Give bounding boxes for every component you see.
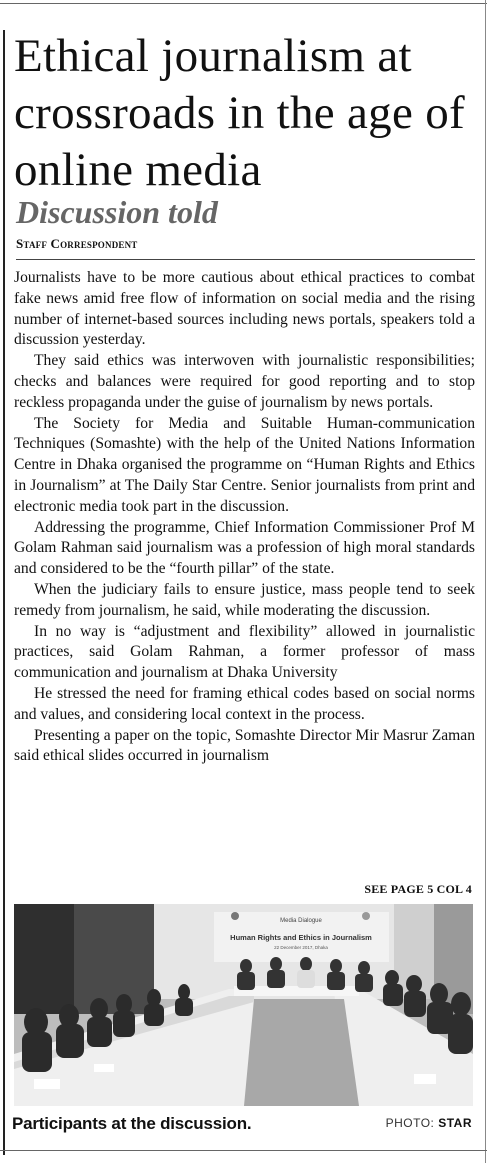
paragraph-8: Presenting a paper on the topic, Somashte Director Mir Masrur Zaman said ethical slides occurred in journalism	[14, 726, 475, 765]
banner-line-3: 22 December 2017, Dhaka	[274, 945, 328, 950]
byline-rule	[16, 259, 475, 260]
bottom-rule	[0, 1150, 487, 1151]
right-column-rule	[485, 0, 486, 1163]
continuation-note: SEE PAGE 5 COL 4	[364, 882, 472, 896]
paragraph-5: When the judiciary fails to ensure justice, mass people tend to seek remedy from journalism, he said, while moderating the discussion.	[14, 580, 475, 619]
discussion-photo	[14, 904, 473, 1106]
event-banner	[214, 912, 389, 962]
photo-credit	[386, 1116, 472, 1130]
photo-caption: Participants at the discussion.	[12, 1114, 252, 1133]
byline: Staff Correspondent	[16, 236, 138, 251]
left-column-rule	[3, 30, 5, 1155]
paragraph-2: They said ethics was interwoven with journalistic responsibilities; checks and balances were required for good reporting and to stop reckless propaganda under the guise of journalism by news portals.	[14, 352, 475, 411]
paragraph-7: He stressed the need for framing ethical codes based on social norms and values, and considering local context in the process.	[14, 684, 475, 723]
headline: Ethical journalism at crossroads in the age of online media	[14, 30, 465, 196]
photo-credit-label: PHOTO:	[385, 1116, 435, 1130]
article-body	[14, 268, 475, 767]
paragraph-3: The Society for Media and Suitable Human-communication Techniques (Somashte) with the help of the United Nations Information Centre in Dhaka organised the programme on “Human Rights and Ethics in Journalism” at The Daily Star Centre. Senior journalists from print and electronic media took part in the discussion.	[14, 414, 475, 515]
paragraph-4: Addressing the programme, Chief Information Commissioner Prof M Golam Rahman said journalism was a profession of high moral standards and considered to be the “fourth pillar” of the state.	[14, 518, 475, 578]
subhead: Discussion told	[16, 194, 218, 230]
banner-line-1: Media Dialogue	[280, 918, 322, 924]
banner-line-2: Human Rights and Ethics in Journalism	[230, 933, 372, 942]
paragraph-6: In no way is “adjustment and flexibility” allowed in journalistic practices, said Golam Rahman, a former professor of mass communication and journalism at Dhaka University	[14, 622, 475, 682]
photo-credit-source: STAR	[438, 1116, 472, 1130]
paragraph-1: Journalists have to be more cautious about ethical practices to combat fake news amid free flow of information on social media and the rising number of internet-based sources including news portals, speakers told a discussion yesterday.	[14, 269, 475, 349]
top-rule	[0, 3, 487, 4]
